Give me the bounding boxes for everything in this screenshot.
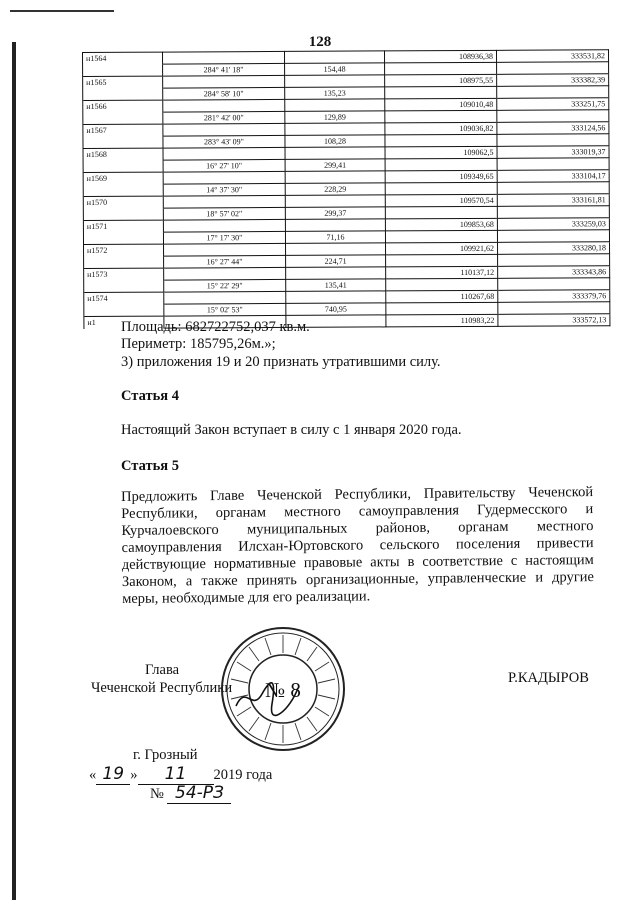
point-name-cell: н1565 <box>83 76 163 88</box>
angle-cell-empty <box>164 243 286 256</box>
article-5-heading: Статья 5 <box>121 458 179 474</box>
length-cell-empty <box>285 195 385 208</box>
date-year: 2019 года <box>213 767 273 783</box>
date-day: 19 <box>96 764 130 785</box>
y-coordinate-cell: 333531,82 <box>496 50 608 63</box>
point-name-cell: н1574 <box>84 292 164 304</box>
segment-length-cell: 228,29 <box>285 183 385 196</box>
direction-angle-cell: 16° 27' 44" <box>164 255 286 268</box>
date-month: 11 <box>138 764 214 785</box>
direction-angle-cell: 15° 22' 29" <box>164 279 286 292</box>
x-coordinate-cell-empty <box>386 278 498 291</box>
y-coordinate-cell: 333161,81 <box>497 194 609 207</box>
x-coordinate-cell-empty <box>385 182 497 195</box>
segment-length-cell: 135,41 <box>286 279 386 292</box>
date-quote-open: « <box>89 767 97 783</box>
point-name-cell-empty <box>83 136 163 148</box>
length-cell-empty <box>285 171 385 184</box>
y-coordinate-cell: 333019,37 <box>497 146 609 159</box>
length-cell-empty <box>284 51 384 64</box>
point-name-cell: н1572 <box>84 244 164 256</box>
page-number: 128 <box>308 34 332 50</box>
coordinates-table-body <box>83 50 610 329</box>
point-name-cell: н1566 <box>83 100 163 112</box>
y-coordinate-cell: 333572,13 <box>498 314 610 327</box>
x-coordinate-cell: 110137,12 <box>386 266 498 279</box>
length-cell-empty <box>286 291 386 304</box>
x-coordinate-cell: 109010,48 <box>385 98 497 111</box>
point-name-cell: н1 <box>84 316 164 328</box>
x-coordinate-cell: 110267,68 <box>386 290 498 303</box>
article-5-body: Предложить Главе Чеченской Республики, Правительству Чеченской Республики, органам местного самоуправления Гудермесского и Курчалоевского муниципальных районов, органам местного самоуправления Илсхан-Юртовского сельского поселения привести действующие нормативные правовые акты в соответствие с настоящим Законом, а также принять организационные, управленческие и другие меры, необходимые для его реализации. <box>121 484 595 607</box>
direction-angle-cell: 284° 58' 10" <box>163 87 285 100</box>
length-cell-empty <box>285 219 385 232</box>
segment-length-cell: 154,48 <box>285 63 385 76</box>
length-cell-empty <box>285 147 385 160</box>
x-coordinate-cell: 109570,54 <box>385 194 497 207</box>
x-coordinate-cell: 109349,65 <box>385 170 497 183</box>
direction-angle-cell: 281° 42' 00" <box>163 111 285 124</box>
length-cell-empty <box>286 243 386 256</box>
point-name-cell: н1569 <box>83 172 163 184</box>
signatory-name: Р.КАДЫРОВ <box>508 670 589 686</box>
angle-cell-empty <box>163 51 285 64</box>
angle-cell-empty <box>163 147 285 160</box>
signature-title-line-2: Чеченской Республики <box>91 680 233 696</box>
angle-cell-empty <box>163 123 285 136</box>
x-coordinate-cell-empty <box>385 86 497 99</box>
y-coordinate-cell: 333251,75 <box>497 98 609 111</box>
segment-length-cell: 71,16 <box>285 231 385 244</box>
angle-cell-empty <box>164 291 286 304</box>
point-name-cell-empty <box>84 304 164 316</box>
point-name-cell-empty <box>83 184 163 196</box>
x-coordinate-cell-empty <box>385 206 497 219</box>
x-coordinate-cell-empty <box>385 110 497 123</box>
y-coordinate-cell-empty <box>497 158 609 171</box>
segment-length-cell: 740,95 <box>286 303 386 316</box>
point-name-cell: н1571 <box>83 220 163 232</box>
point-name-cell-empty <box>83 208 163 220</box>
x-coordinate-cell: 109853,68 <box>385 218 497 231</box>
x-coordinate-cell: 109036,82 <box>385 122 497 135</box>
segment-length-cell: 299,41 <box>285 159 385 172</box>
y-coordinate-cell-empty <box>497 182 609 195</box>
y-coordinate-cell: 333343,86 <box>498 266 610 279</box>
segment-length-cell: 129,89 <box>285 111 385 124</box>
y-coordinate-cell-empty <box>498 302 610 315</box>
length-cell-empty <box>285 99 385 112</box>
angle-cell-empty <box>164 267 286 280</box>
y-coordinate-cell-empty <box>497 230 609 243</box>
x-coordinate-cell: 109062,5 <box>385 146 497 159</box>
y-coordinate-cell-empty <box>497 134 609 147</box>
y-coordinate-cell-empty <box>498 254 610 267</box>
direction-angle-cell: 14° 37' 30" <box>163 183 285 196</box>
point-name-cell-empty <box>83 160 163 172</box>
city-line: г. Грозный <box>133 747 198 763</box>
law-number-label: № <box>150 786 164 802</box>
angle-cell-empty <box>163 219 285 232</box>
segment-length-cell: 135,23 <box>285 87 385 100</box>
perimeter-line: Периметр: 185795,26м.»; <box>121 336 276 352</box>
direction-angle-cell: 16° 27' 10" <box>163 159 285 172</box>
angle-cell-empty <box>163 75 285 88</box>
point-name-cell: н1567 <box>83 124 163 136</box>
coordinates-table <box>82 49 610 329</box>
length-cell-empty <box>286 267 386 280</box>
y-coordinate-cell-empty <box>498 278 610 291</box>
top-rule <box>10 10 114 12</box>
y-coordinate-cell-empty <box>497 110 609 123</box>
y-coordinate-cell-empty <box>497 62 609 75</box>
law-number-value: 54-РЗ <box>167 783 231 804</box>
length-cell-empty <box>285 75 385 88</box>
x-coordinate-cell-empty <box>385 230 497 243</box>
x-coordinate-cell-empty <box>385 134 497 147</box>
segment-length-cell: 299,37 <box>285 207 385 220</box>
x-coordinate-cell: 110983,22 <box>386 314 498 327</box>
y-coordinate-cell-empty <box>497 86 609 99</box>
point-name-cell-empty <box>83 112 163 124</box>
date-line <box>89 764 272 785</box>
angle-cell-empty <box>163 171 285 184</box>
direction-angle-cell: 283° 43' 09" <box>163 135 285 148</box>
direction-angle-cell: 17° 17' 30" <box>163 231 285 244</box>
point-name-cell-empty <box>83 88 163 100</box>
law-number-line <box>150 783 231 804</box>
y-coordinate-cell: 333379,76 <box>498 290 610 303</box>
article-4-heading: Статья 4 <box>121 388 179 404</box>
point-name-cell: н1568 <box>83 148 163 160</box>
segment-length-cell: 224,71 <box>286 255 386 268</box>
angle-cell-empty <box>163 99 285 112</box>
x-coordinate-cell-empty <box>385 158 497 171</box>
direction-angle-cell: 18° 57' 02" <box>163 207 285 220</box>
y-coordinate-cell-empty <box>497 206 609 219</box>
area-line: Площадь: 682722752,037 кв.м. <box>121 319 310 335</box>
x-coordinate-cell-empty <box>386 302 498 315</box>
length-cell-empty <box>285 123 385 136</box>
y-coordinate-cell: 333280,18 <box>498 242 610 255</box>
article-5-body-block <box>121 484 594 608</box>
handwritten-signature <box>232 676 302 718</box>
y-coordinate-cell: 333259,03 <box>497 218 609 231</box>
segment-length-cell: 108,28 <box>285 135 385 148</box>
point-name-cell: н1570 <box>83 196 163 208</box>
point-name-cell-empty <box>84 256 164 268</box>
point-name-cell-empty <box>83 232 163 244</box>
y-coordinate-cell: 333124,56 <box>497 122 609 135</box>
x-coordinate-cell-empty <box>386 254 498 267</box>
coordinates-table-wrapper <box>82 49 609 329</box>
direction-angle-cell: 284° 41' 18" <box>163 63 285 76</box>
angle-cell-empty <box>163 195 285 208</box>
article-4-body: Настоящий Закон вступает в силу с 1 января 2020 года. <box>121 422 462 438</box>
point-name-cell: н1564 <box>83 52 163 64</box>
point-name-cell: н1573 <box>84 268 164 280</box>
item-3-line: 3) приложения 19 и 20 признать утратившими силу. <box>121 354 441 370</box>
x-coordinate-cell: 109921,62 <box>386 242 498 255</box>
x-coordinate-cell: 108975,55 <box>385 74 497 87</box>
y-coordinate-cell: 333104,17 <box>497 170 609 183</box>
left-scan-edge <box>12 42 16 900</box>
point-name-cell-empty <box>84 280 164 292</box>
direction-angle-cell: 15° 02' 53" <box>164 303 286 316</box>
signature-title-line-1: Глава <box>145 662 180 678</box>
y-coordinate-cell: 333382,39 <box>497 74 609 87</box>
x-coordinate-cell-empty <box>385 62 497 75</box>
point-name-cell-empty <box>83 64 163 76</box>
x-coordinate-cell: 108936,38 <box>384 50 496 63</box>
date-quote-close: » <box>130 767 138 783</box>
seal-number: № 8 <box>265 678 301 702</box>
